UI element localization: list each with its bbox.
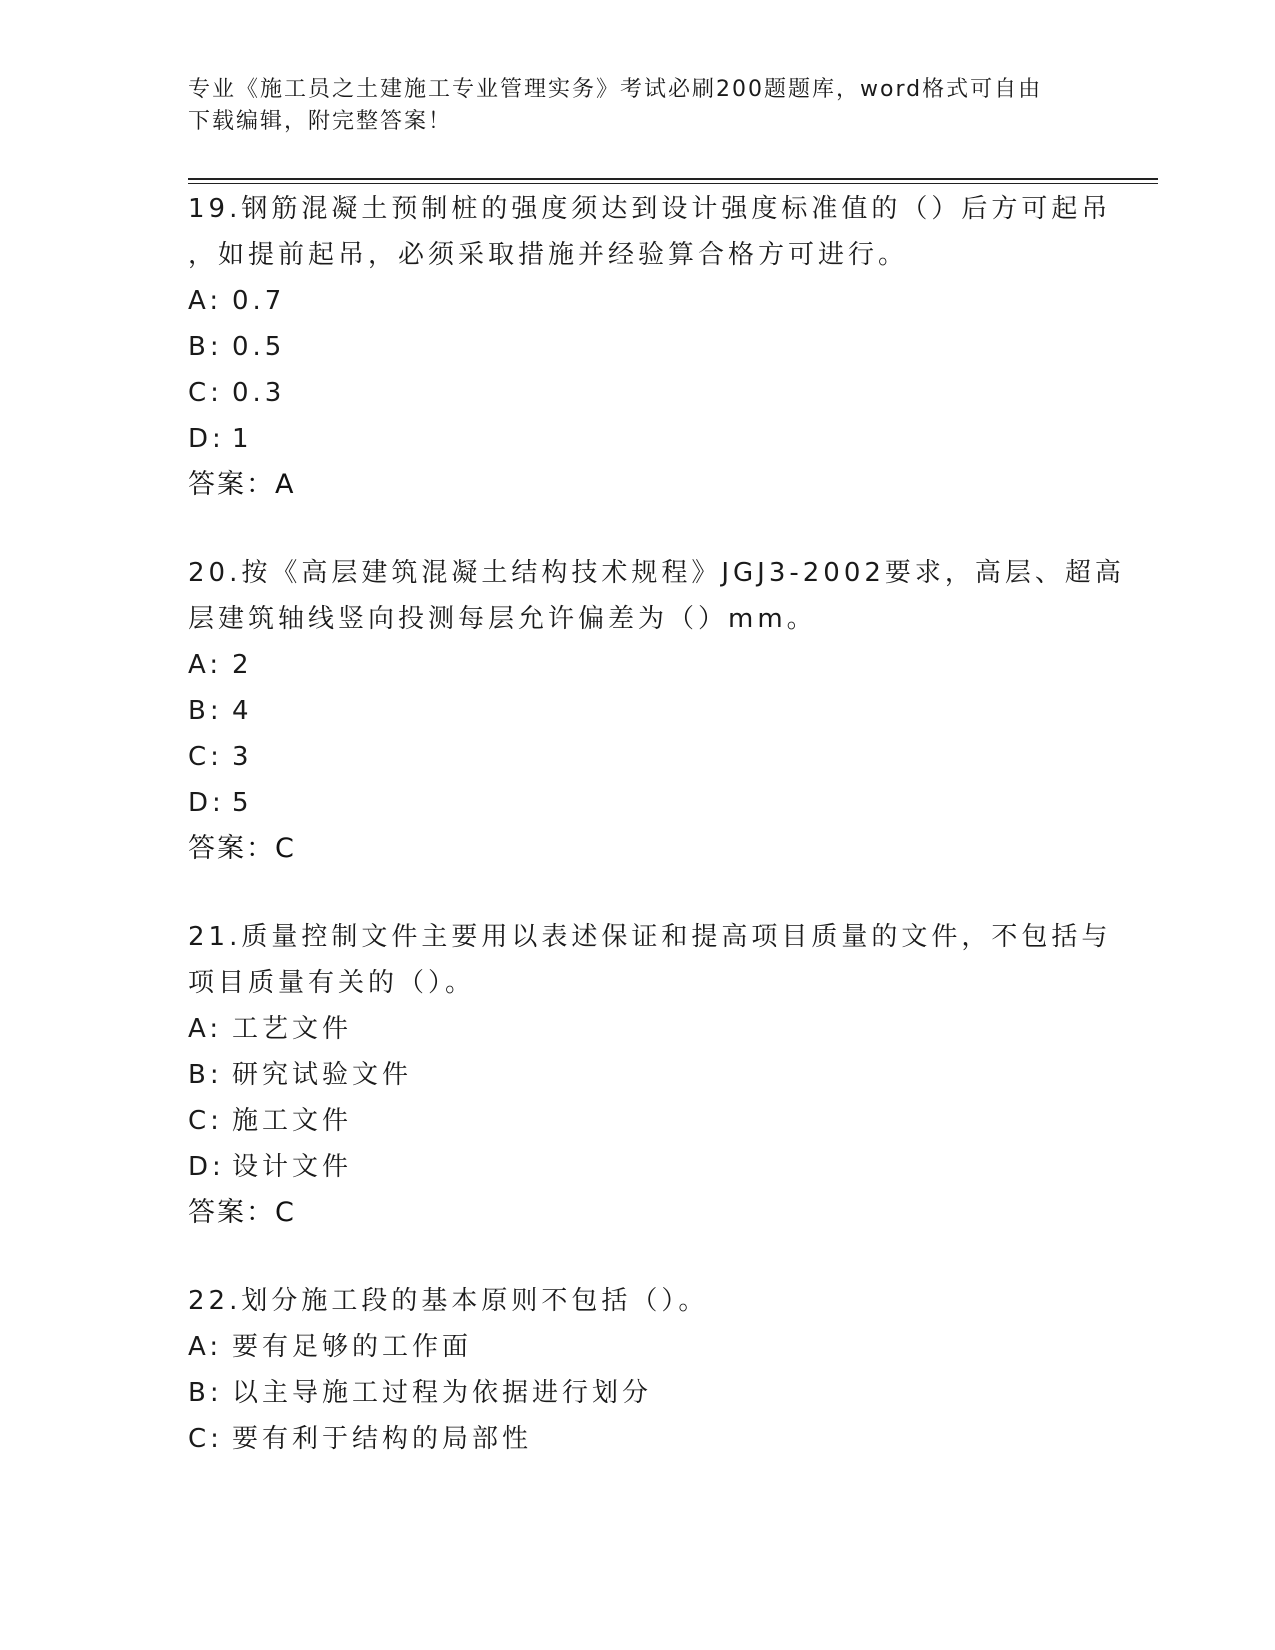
- option-d: [188, 416, 1088, 462]
- option-d: [188, 780, 1088, 826]
- option-a: [188, 1324, 1088, 1370]
- option-key: C:: [188, 1424, 223, 1454]
- question-20: [188, 550, 1125, 872]
- option-a: [188, 642, 1088, 688]
- question-stem-line: 19.钢筋混凝土预制桩的强度须达到设计强度标准值的（）后方可起吊: [188, 194, 1112, 224]
- option-text: 0.7: [232, 286, 286, 316]
- question-19: [188, 186, 1112, 508]
- option-b: [188, 1370, 1088, 1416]
- option-text: 要有足够的工作面: [232, 1332, 473, 1362]
- option-text: 2: [232, 650, 253, 680]
- option-text: 5: [232, 788, 253, 818]
- option-c: [188, 1098, 1088, 1144]
- question-stem: [188, 914, 1112, 1006]
- answer-text: 答案：A: [188, 469, 296, 500]
- header-divider-thin: [188, 183, 1158, 184]
- document-header: [188, 74, 1068, 138]
- option-b: [188, 324, 1088, 370]
- question-stem-line: ，如提前起吊，必须采取措施并经验算合格方可进行。: [188, 240, 909, 270]
- question-stem: [188, 550, 1125, 642]
- option-text: 施工文件: [232, 1106, 353, 1136]
- option-text: 研究试验文件: [232, 1060, 413, 1090]
- option-text: 1: [232, 424, 253, 454]
- option-b: [188, 1052, 1088, 1098]
- option-text: 以主导施工过程为依据进行划分: [232, 1378, 653, 1408]
- option-key: C:: [188, 742, 223, 772]
- option-key: C:: [188, 378, 223, 408]
- option-key: D:: [188, 1152, 225, 1182]
- option-key: B:: [188, 1378, 223, 1408]
- option-text: 0.5: [232, 332, 286, 362]
- option-b: [188, 688, 1088, 734]
- question-stem-line: 20.按《高层建筑混凝土结构技术规程》JGJ3-2002要求，高层、超高: [188, 558, 1125, 588]
- option-text: 设计文件: [232, 1152, 353, 1182]
- option-a: [188, 1006, 1088, 1052]
- option-key: C:: [188, 1106, 223, 1136]
- question-stem-line: 21.质量控制文件主要用以表述保证和提高项目质量的文件，不包括与: [188, 922, 1112, 952]
- question-22: [188, 1278, 1088, 1462]
- option-key: D:: [188, 424, 225, 454]
- header-divider-thick: [188, 178, 1158, 180]
- header-line-1: 专业《施工员之土建施工专业管理实务》考试必刷200题题库，word格式可自由: [188, 77, 1043, 102]
- answer-text: 答案：C: [188, 1197, 296, 1228]
- option-text: 工艺文件: [232, 1014, 353, 1044]
- option-key: A:: [188, 1014, 223, 1044]
- option-key: B:: [188, 332, 223, 362]
- answer-text: 答案：C: [188, 833, 296, 864]
- option-text: 要有利于结构的局部性: [232, 1424, 533, 1454]
- question-stem: [188, 186, 1112, 278]
- option-key: B:: [188, 696, 223, 726]
- option-c: [188, 1416, 1088, 1462]
- option-c: [188, 370, 1088, 416]
- option-text: 3: [232, 742, 253, 772]
- question-stem-line: 22.划分施工段的基本原则不包括（）。: [188, 1286, 709, 1316]
- question-stem-line: 层建筑轴线竖向投测每层允许偏差为（）mm。: [188, 604, 817, 634]
- question-stem-line: 项目质量有关的（）。: [188, 968, 476, 998]
- option-a: [188, 278, 1088, 324]
- option-key: A:: [188, 1332, 223, 1362]
- option-key: A:: [188, 650, 223, 680]
- question-stem: [188, 1278, 1088, 1324]
- option-d: [188, 1144, 1088, 1190]
- option-key: A:: [188, 286, 223, 316]
- option-text: 0.3: [232, 378, 286, 408]
- option-key: B:: [188, 1060, 223, 1090]
- option-text: 4: [232, 696, 253, 726]
- header-line-2: 下载编辑，附完整答案！: [188, 109, 453, 134]
- question-21: [188, 914, 1112, 1236]
- option-key: D:: [188, 788, 225, 818]
- option-c: [188, 734, 1088, 780]
